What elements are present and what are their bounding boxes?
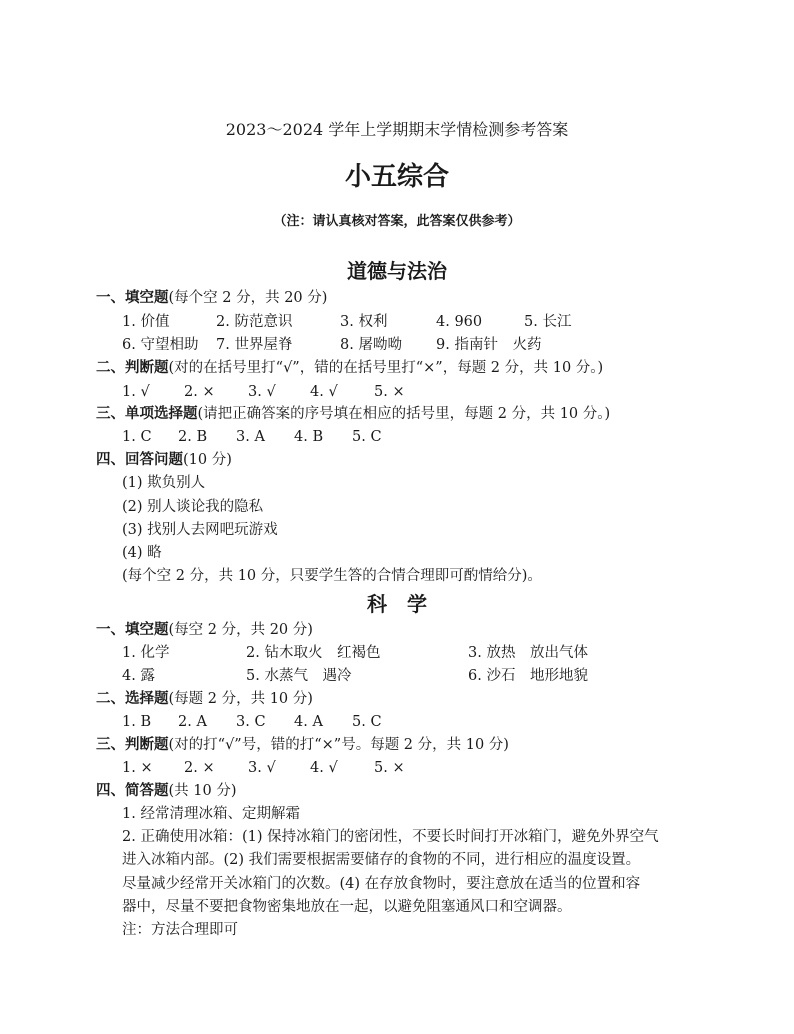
answer-line: (3) 找别人去网吧玩游戏 — [122, 522, 278, 538]
answer-item: 2. 防范意识 — [216, 314, 293, 330]
subject-title: 小五综合 — [344, 162, 449, 192]
answer-item: 5. × — [374, 384, 405, 400]
answer-item: 3. A — [236, 429, 265, 445]
science-section-title: 科 学 — [367, 592, 427, 616]
morality-section-title: 道德与法治 — [347, 259, 447, 283]
answer-line: (2) 别人谈论我的隐私 — [122, 499, 264, 515]
answer-item: 2. B — [178, 429, 208, 445]
answer-item: 1. 价值 — [122, 314, 170, 330]
answer-item: 1. × — [122, 760, 153, 776]
morality-q3-heading — [96, 404, 610, 424]
answer-item: 4. B — [294, 429, 324, 445]
answer-item: 8. 屠呦呦 — [340, 337, 402, 353]
science-q3-lead: 三、判断题 — [96, 737, 169, 753]
science-q4-lead: 四、简答题 — [96, 783, 169, 799]
answer-line: 1. 经常清理冰箱、定期解霜 — [122, 806, 300, 822]
science-q4-heading — [96, 781, 236, 801]
answer-line: (4) 略 — [122, 545, 162, 561]
answer-item: 5. × — [374, 760, 405, 776]
answer-line: 器中，尽量不要把食物密集地放在一起，以避免阻塞通风口和空调器。 — [122, 899, 572, 915]
science-q2-heading — [96, 689, 313, 709]
exam-title: 2023～2024 学年上学期期末学情检测参考答案 — [225, 120, 569, 139]
science-q1-heading — [96, 620, 313, 640]
answer-item: 5. C — [352, 714, 382, 730]
science-q2-rule: (每题 2 分，共 10 分) — [168, 691, 313, 707]
answer-item: 1. C — [122, 429, 152, 445]
answer-note: （注：请认真核对答案，此答案仅供参考） — [273, 214, 521, 229]
answer-item: 6. 沙石 地形地貌 — [468, 668, 588, 684]
morality-q1-heading — [96, 288, 327, 308]
answer-line: 尽量减少经常开关冰箱门的次数。(4) 在存放食物时，要注意放在适当的位置和容 — [122, 876, 641, 892]
answer-line: 进入冰箱内部。(2) 我们需要根据需要储存的食物的不同，进行相应的温度设置。 — [122, 852, 641, 868]
morality-q1-rule: (每个空 2 分，共 20 分) — [168, 290, 328, 306]
answer-line: (1) 欺负别人 — [122, 475, 206, 491]
morality-q2-rule: (对的在括号里打“√”，错的在括号里打“×”，每题 2 分，共 10 分。) — [168, 360, 604, 376]
science-q4-rule: (共 10 分) — [168, 783, 237, 799]
answer-item: 2. × — [184, 384, 215, 400]
science-q1-rule: (每空 2 分，共 20 分) — [168, 622, 313, 638]
science-q2-lead: 二、选择题 — [96, 691, 169, 707]
answer-item: 1. 化学 — [122, 645, 170, 661]
answer-item: 7. 世界屋脊 — [216, 337, 293, 353]
answer-line: 2. 正确使用冰箱：(1) 保持冰箱门的密闭性，不要长时间打开冰箱门，避免外界空气 — [122, 829, 659, 845]
answer-item: 4. 960 — [436, 314, 483, 330]
answer-item: 3. √ — [248, 760, 276, 776]
grading-note: (每个空 2 分，共 10 分，只要学生答的合情合理即可酌情给分)。 — [122, 568, 542, 584]
answer-item: 5. 水蒸气 遇冷 — [246, 668, 352, 684]
morality-q2-lead: 二、判断题 — [96, 360, 169, 376]
answer-item: 5. 长江 — [524, 314, 572, 330]
answer-line: 注：方法合理即可 — [122, 922, 238, 938]
morality-q3-rule: (请把正确答案的序号填在相应的括号里，每题 2 分，共 10 分。) — [197, 406, 611, 422]
answer-item: 1. √ — [122, 384, 150, 400]
answer-item: 2. × — [184, 760, 215, 776]
answer-item: 4. √ — [310, 384, 338, 400]
answer-item: 4. 露 — [122, 668, 155, 684]
answer-item: 2. A — [178, 714, 207, 730]
answer-item: 4. √ — [310, 760, 338, 776]
morality-q3-lead: 三、单项选择题 — [96, 406, 198, 422]
morality-q1-lead: 一、填空题 — [96, 290, 169, 306]
morality-q4-heading — [96, 450, 232, 470]
answer-item: 3. C — [236, 714, 266, 730]
science-q1-lead: 一、填空题 — [96, 622, 169, 638]
answer-item: 9. 指南针 火药 — [436, 337, 542, 353]
answer-item: 6. 守望相助 — [122, 337, 199, 353]
science-q3-rule: (对的打“√”号，错的打“×”号。每题 2 分，共 10 分) — [168, 737, 509, 753]
answer-item: 1. B — [122, 714, 152, 730]
science-q3-heading — [96, 735, 509, 755]
morality-q2-heading — [96, 358, 603, 378]
answer-item: 3. √ — [248, 384, 276, 400]
morality-q4-rule: (10 分) — [183, 452, 232, 468]
answer-item: 5. C — [352, 429, 382, 445]
morality-q4-lead: 四、回答问题 — [96, 452, 183, 468]
answer-item: 3. 放热 放出气体 — [468, 645, 588, 661]
answer-item: 2. 钻木取火 红褐色 — [246, 645, 381, 661]
answer-item: 3. 权利 — [340, 314, 388, 330]
answer-item: 4. A — [294, 714, 323, 730]
